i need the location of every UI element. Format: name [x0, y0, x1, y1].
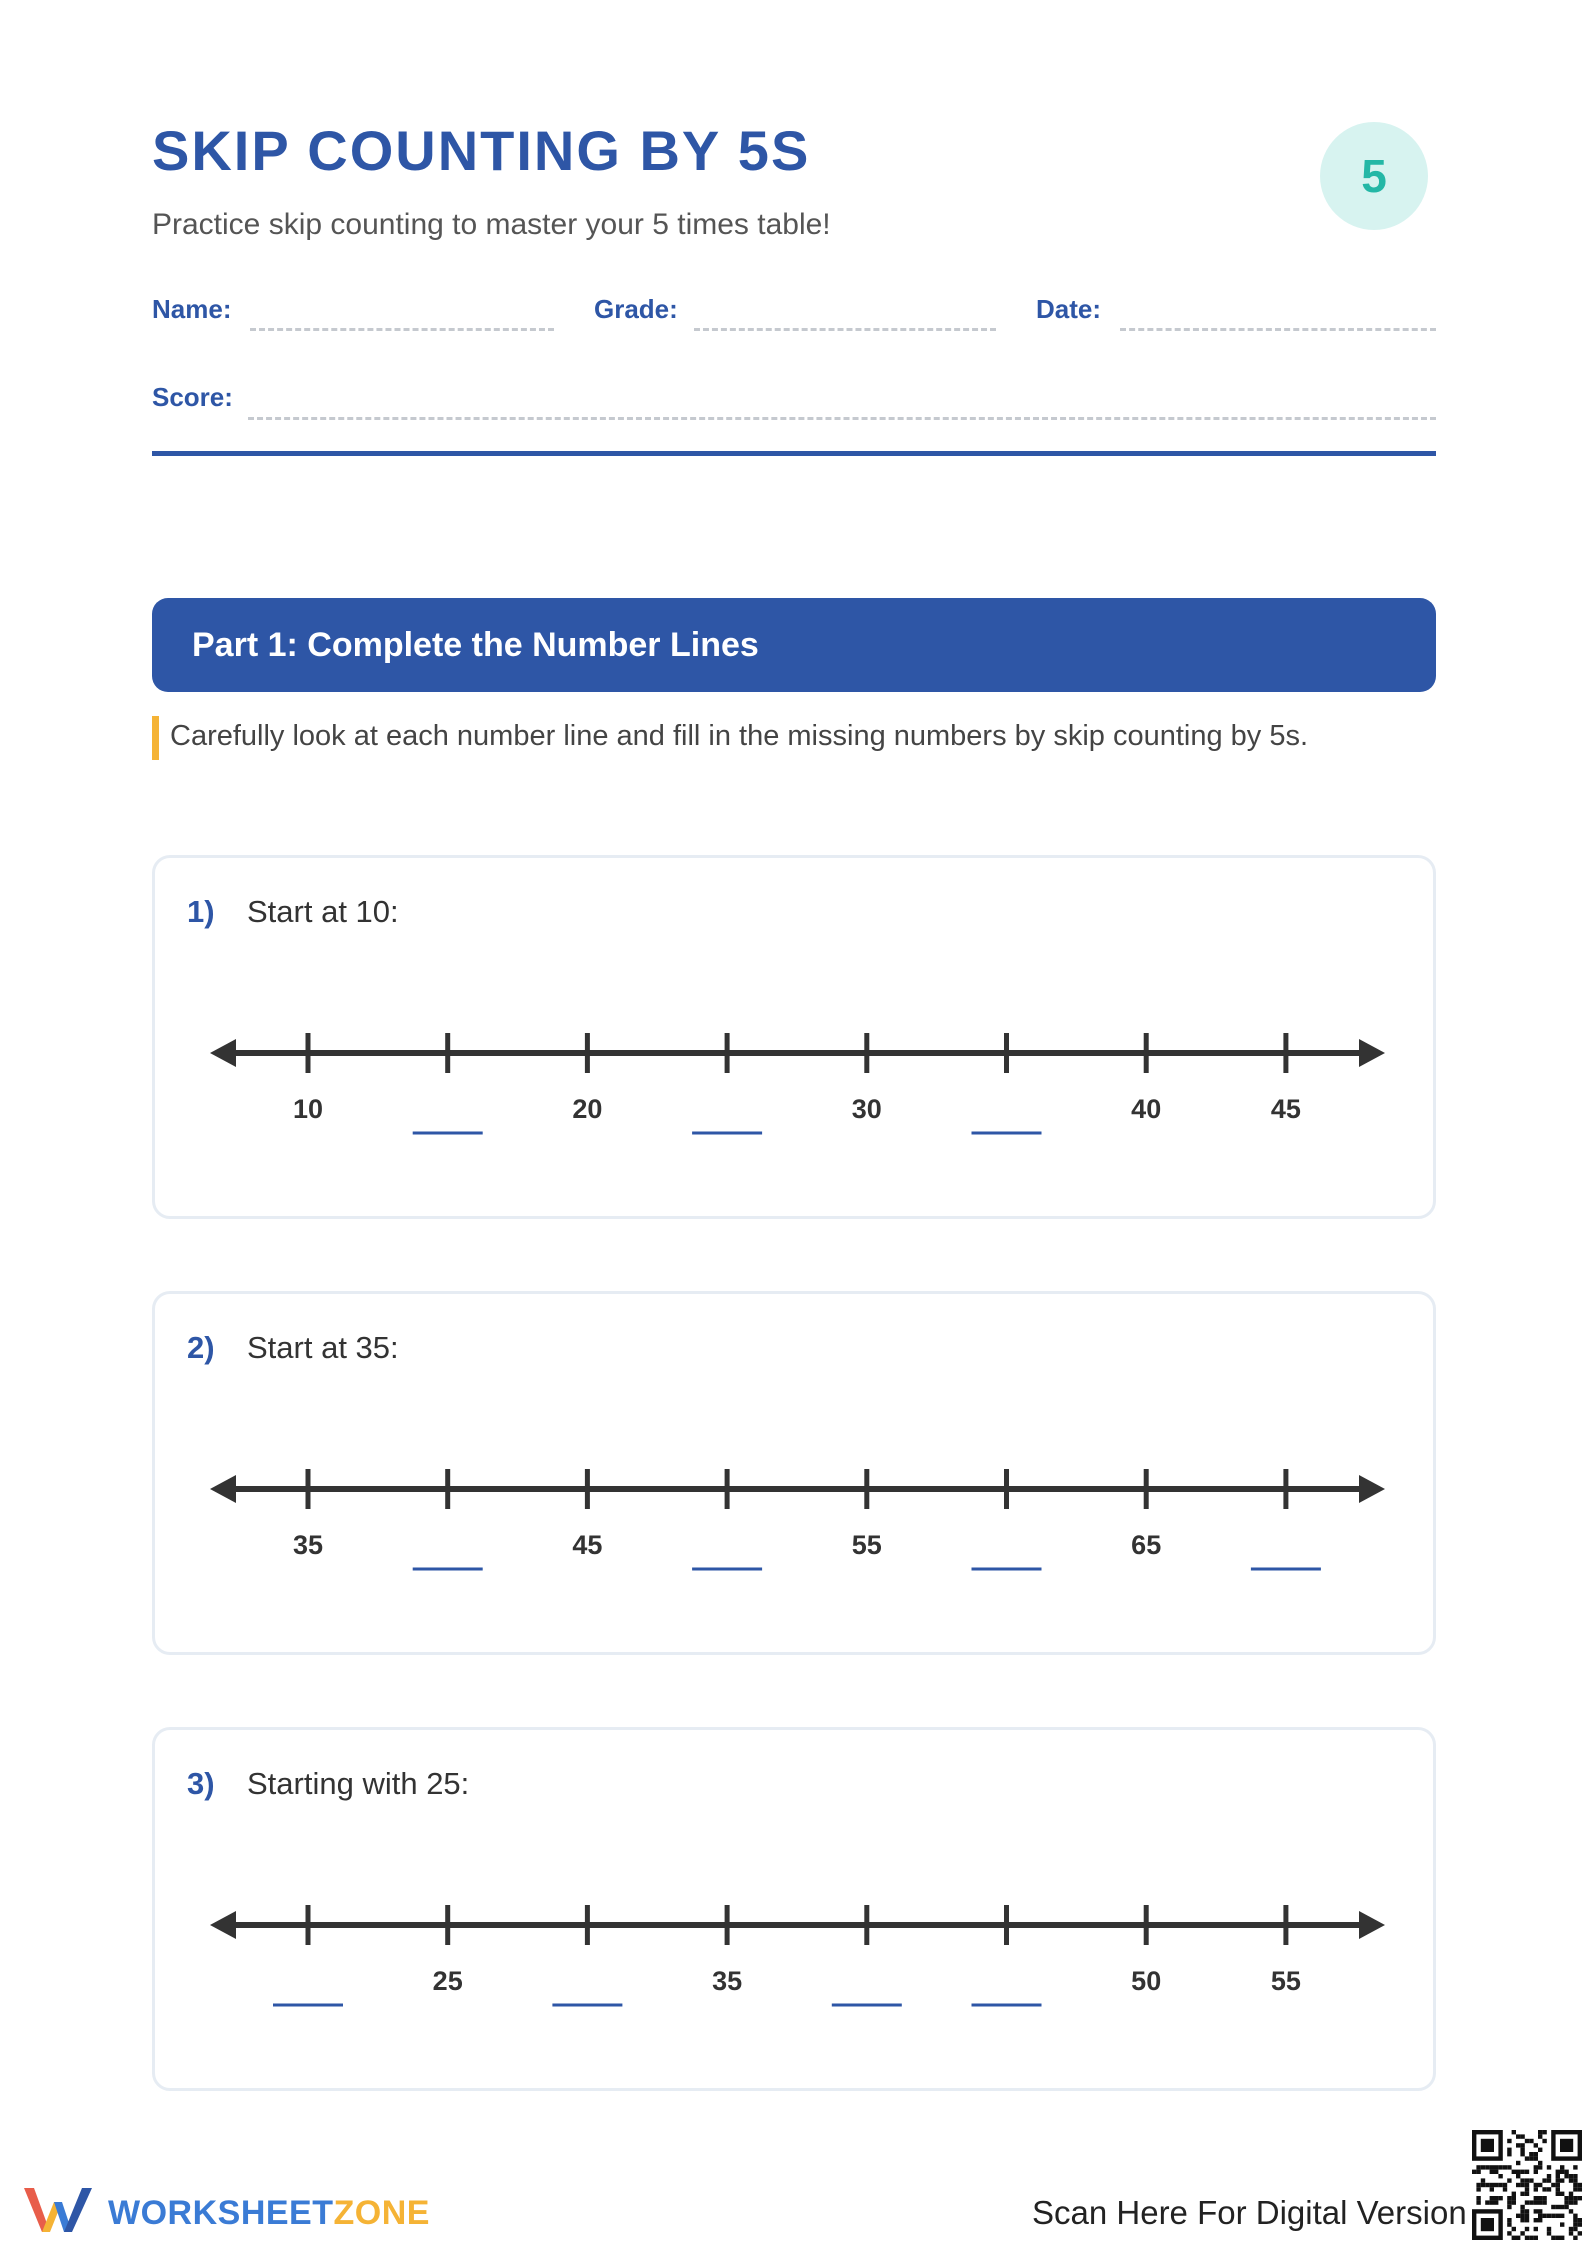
header-divider — [152, 451, 1436, 456]
number-label: 40 — [1131, 1094, 1162, 1124]
grade-field[interactable] — [694, 328, 996, 331]
number-label: 65 — [1131, 1530, 1162, 1560]
number-label: 25 — [432, 1966, 463, 1996]
section-title: Part 1: Complete the Number Lines — [192, 625, 759, 664]
page-title: SKIP COUNTING BY 5S — [152, 119, 811, 182]
name-label: Name: — [152, 294, 232, 324]
number-label: 35 — [292, 1530, 324, 1560]
number-line-2 — [155, 1294, 1439, 1658]
number-label: 35 — [712, 1966, 743, 1996]
number-label: 10 — [292, 1094, 324, 1124]
question-number: 1) — [187, 894, 215, 929]
question-card-3 — [152, 1727, 1436, 2091]
number-label: 20 — [572, 1094, 603, 1124]
number-label: 45 — [572, 1530, 603, 1560]
arrow-right-icon — [1359, 1911, 1385, 1939]
number-line-1 — [155, 858, 1439, 1222]
number-label: 55 — [851, 1530, 882, 1560]
brand-name-part2: ZONE — [333, 2194, 430, 2232]
page-subtitle: Practice skip counting to master your 5 times table! — [152, 208, 831, 241]
question-text: Start at 35: — [247, 1330, 399, 1365]
section-header — [152, 598, 1436, 692]
number-label: 55 — [1270, 1966, 1301, 1996]
number-badge: 5 — [1320, 122, 1428, 230]
question-card-1 — [152, 855, 1436, 1219]
arrow-right-icon — [1359, 1039, 1385, 1067]
date-field[interactable] — [1120, 328, 1436, 331]
number-label: 50 — [1131, 1966, 1162, 1996]
question-card-2 — [152, 1291, 1436, 1655]
grade-label: Grade: — [594, 294, 678, 324]
number-label: 45 — [1270, 1094, 1301, 1124]
brand-name — [108, 2194, 430, 2233]
score-field[interactable] — [248, 417, 1436, 420]
qr-code-icon[interactable] — [1472, 2130, 1582, 2240]
arrow-left-icon — [210, 1911, 236, 1939]
instruction-accent-bar — [152, 716, 159, 760]
instruction-text: Carefully look at each number line and fill in the missing numbers by skip counting by 5s. — [170, 720, 1309, 752]
question-text: Start at 10: — [247, 894, 399, 929]
date-label: Date: — [1036, 294, 1102, 324]
question-number: 2) — [187, 1330, 215, 1365]
arrow-left-icon — [210, 1039, 236, 1067]
number-label: 30 — [851, 1094, 882, 1124]
brand-name-part1: WORKSHEET — [108, 2194, 334, 2232]
question-number: 3) — [187, 1766, 215, 1801]
arrow-left-icon — [210, 1475, 236, 1503]
scan-instruction: Scan Here For Digital Version — [1032, 2194, 1467, 2231]
question-text: Starting with 25: — [247, 1766, 470, 1801]
number-line-3 — [155, 1730, 1439, 2094]
arrow-right-icon — [1359, 1475, 1385, 1503]
name-field[interactable] — [250, 328, 554, 331]
score-label: Score: — [152, 382, 233, 412]
worksheetzone-logo-icon — [20, 2182, 96, 2238]
